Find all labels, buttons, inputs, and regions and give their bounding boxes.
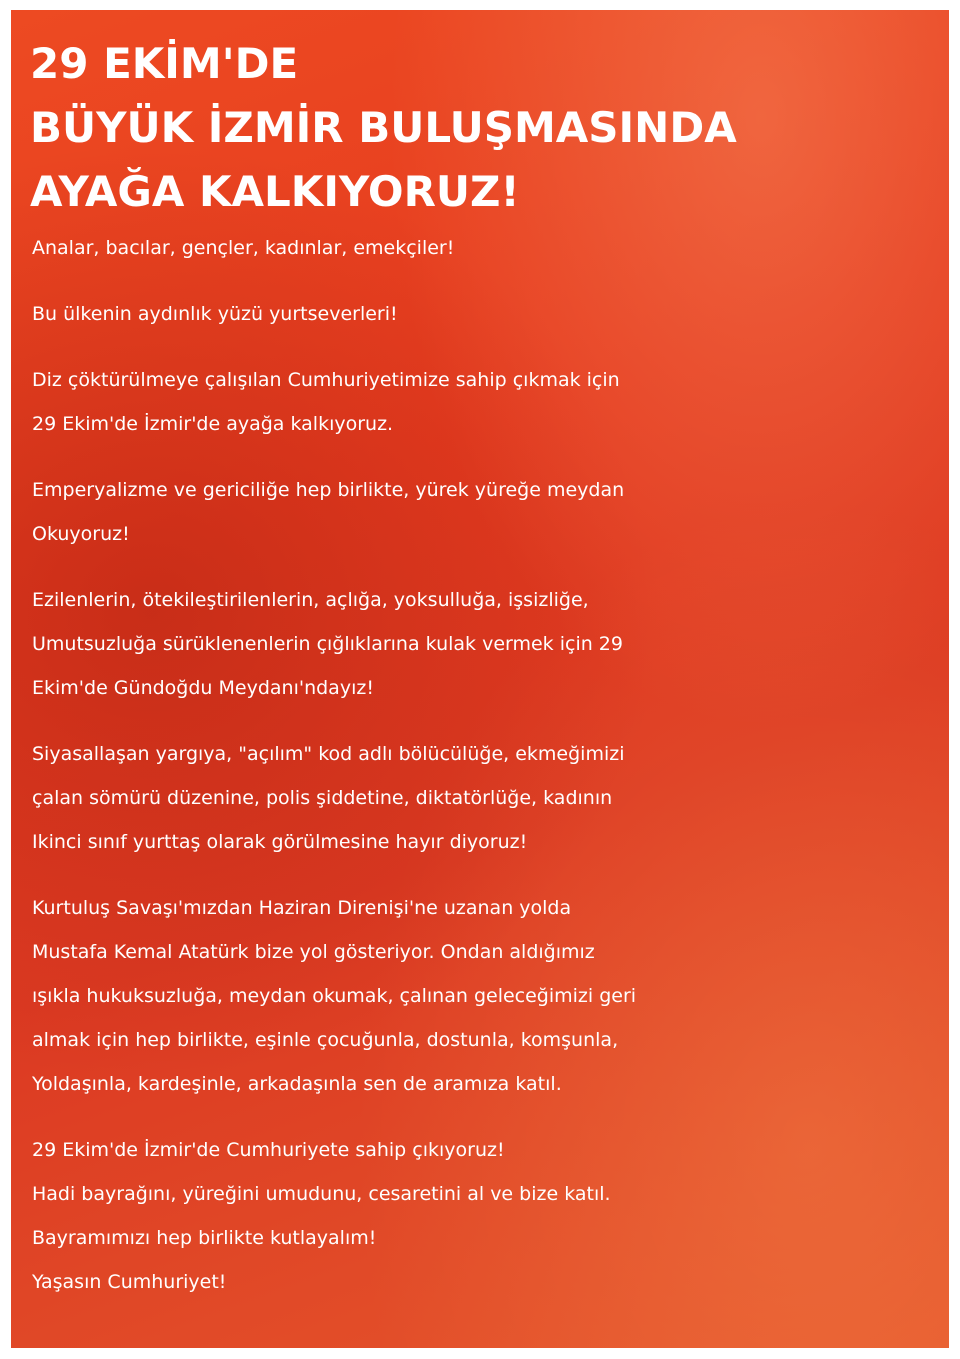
body-line: Diz çöktürülmeye çalışılan Cumhuriyetimize sahip çıkmak için (32, 369, 620, 391)
title-line: BÜYÜK İZMİR BULUŞMASINDA (30, 103, 737, 152)
body-line: 29 Ekim'de İzmir'de ayağa kalkıyoruz. (32, 413, 394, 435)
body-line: Yaşasın Cumhuriyet! (32, 1271, 227, 1293)
body-line: Yoldaşınla, kardeşinle, arkadaşınla sen de aramıza katıl. (32, 1073, 562, 1095)
body-line: Umutsuzluğa sürüklenenlerin çığlıklarına kulak vermek için 29 (32, 633, 623, 655)
body-line: Mustafa Kemal Atatürk bize yol gösteriyor. Ondan aldığımız (32, 941, 595, 963)
body-paragraph (32, 1128, 932, 1304)
body-line: Emperyalizme ve gericiliğe hep birlikte, yürek yüreğe meydan (32, 479, 625, 501)
body-line: Ekim'de Gündoğdu Meydanı'ndayız! (32, 677, 374, 699)
body-line: Ikinci sınıf yurttaş olarak görülmesine hayır diyoruz! (32, 831, 528, 853)
body-line: Okuyoruz! (32, 523, 130, 545)
body-line: Hadi bayrağını, yüreğini umudunu, cesaretini al ve bize katıl. (32, 1183, 611, 1205)
body-paragraph (32, 578, 932, 710)
body-paragraph (32, 886, 932, 1106)
body-line: ışıkla hukuksuzluğa, meydan okumak, çalınan geleceğimizi geri (32, 985, 637, 1007)
body-paragraph (32, 358, 932, 446)
poster-page (11, 10, 949, 1348)
poster-title (30, 32, 737, 224)
body-line: Bayramımızı hep birlikte kutlayalım! (32, 1227, 377, 1249)
body-line: Ezilenlerin, ötekileştirilenlerin, açlığa, yoksulluğa, işsizliğe, (32, 589, 589, 611)
body-line: 29 Ekim'de İzmir'de Cumhuriyete sahip çıkıyoruz! (32, 1139, 505, 1161)
body-line: almak için hep birlikte, eşinle çocuğunla, dostunla, komşunla, (32, 1029, 619, 1051)
body-paragraph (32, 732, 932, 864)
title-line: AYAĞA KALKIYORUZ! (30, 167, 520, 216)
body-paragraph (32, 468, 932, 556)
body-line: Kurtuluş Savaşı'mızdan Haziran Direnişi'ne uzanan yolda (32, 897, 572, 919)
body-line: çalan sömürü düzenine, polis şiddetine, diktatörlüğe, kadının (32, 787, 613, 809)
body-line: Bu ülkenin aydınlık yüzü yurtseverleri! (32, 303, 398, 325)
body-line: Analar, bacılar, gençler, kadınlar, emekçiler! (32, 237, 455, 259)
body-paragraph (32, 226, 932, 270)
body-paragraph (32, 292, 932, 336)
title-line: 29 EKİM'DE (30, 39, 299, 88)
body-line: Siyasallaşan yargıya, "açılım" kod adlı bölücülüğe, ekmeğimizi (32, 743, 625, 765)
poster-body (32, 226, 932, 1304)
